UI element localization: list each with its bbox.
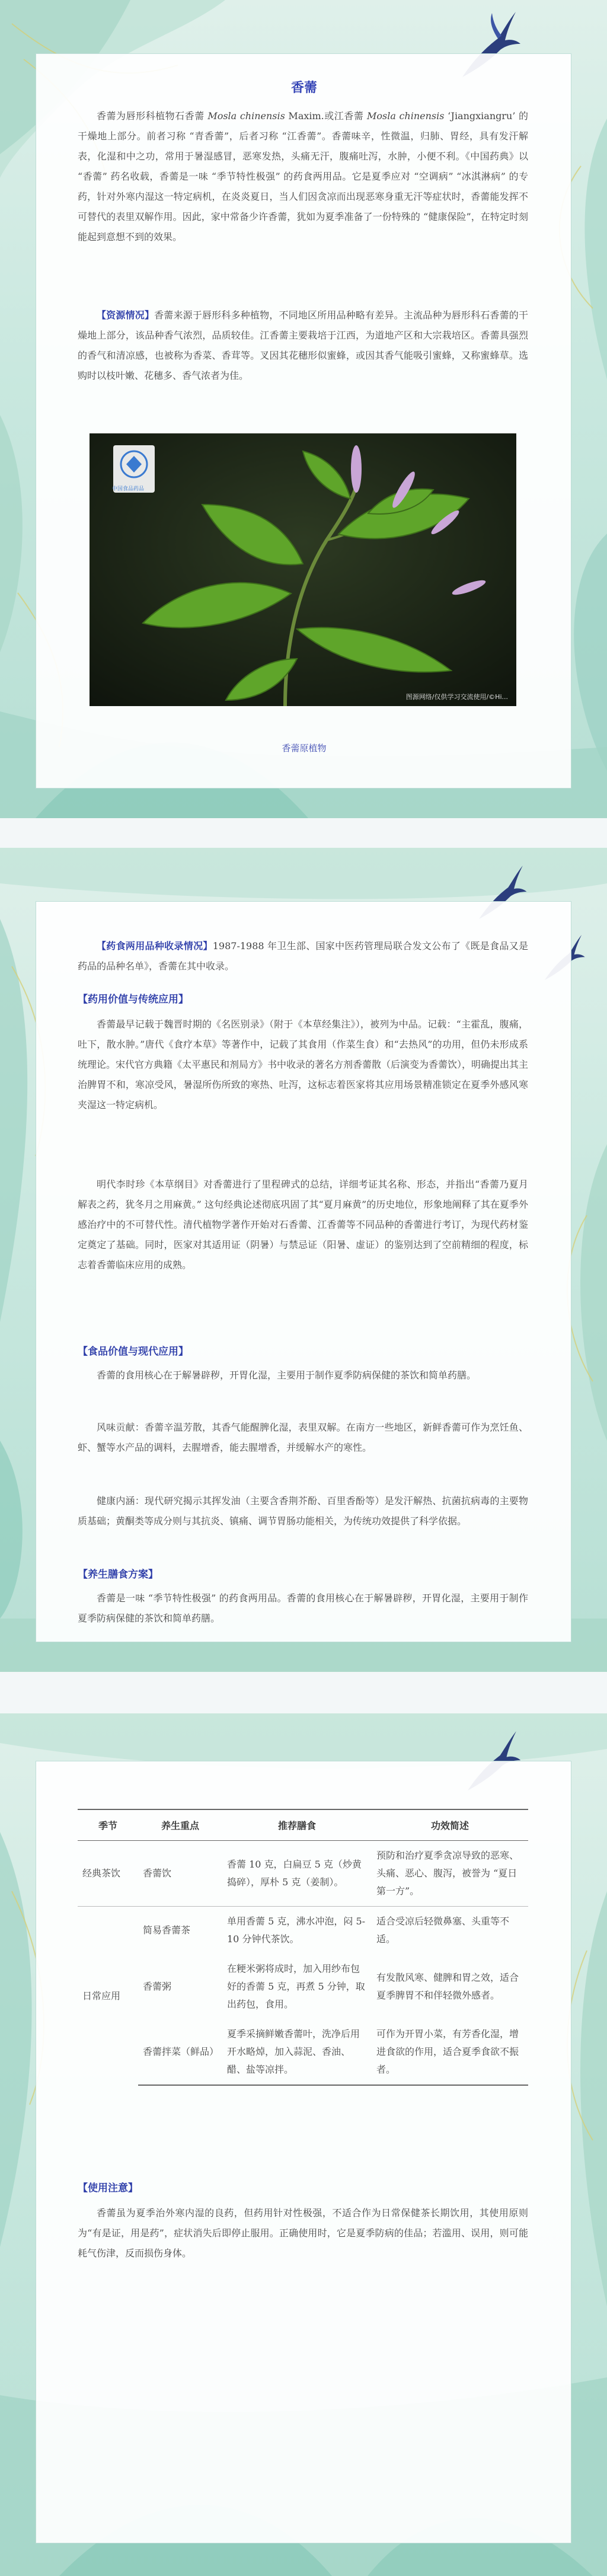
photo-credit: 图源网络/仅供学习交流使用/©Hi...	[405, 693, 508, 701]
section-heading-plan: 【养生膳食方案】	[78, 1569, 158, 1581]
food-paragraph-2: 风味贡献：香薷辛温芳散，其香气能醒脾化湿，表里双解。在南方一些地区，新鲜香薷可作为烹饪鱼、虾、蟹等水产品的调料，去腥增香，能去腥增香，并缓解水产的寒性。	[78, 1422, 528, 1453]
table-card	[36, 1761, 571, 2543]
table-cell-focus: 简易香薷茶	[143, 1924, 191, 1936]
table-cell-recipe: 夏季采摘鲜嫩香薷叶，洗净后用开水略焯，加入蒜泥、香油、醋、盐等凉拌。	[222, 2019, 372, 2085]
policy-paragraph: 【药食两用品种收录情况】1987-1988 年卫生部、国家中医药管理局联合发文公布了《既是食品又是药品的品种名单》，香薷在其中收录。	[78, 940, 528, 972]
table-cell-effect: 预防和治疗夏季贪凉导致的恶寒、头痛、恶心、腹泻，被誉为 “夏日第一方”。	[372, 1841, 528, 1907]
resource-label: 【资源情况】	[97, 309, 155, 321]
food-paragraph-3: 健康内涵：现代研究揭示其挥发油（主要含香荆芥酚、百里香酚等）是发汗解热、抗菌抗病毒的主要物质基础；黄酮类等成分则与其抗炎、镇痛、调节胃肠功能相关，为传统功效提供了科学依据。	[78, 1495, 528, 1527]
panel-gap	[0, 818, 607, 848]
plan-paragraph: 香薷是一味 “季节特性极强” 的药食两用品。香薷的食用核心在于解暑辟秽，开胃化湿，主要用于制作夏季防病保健的茶饮和简单药膳。	[78, 1592, 528, 1624]
table-header: 季节	[78, 1809, 138, 1841]
plant-photo	[90, 433, 516, 706]
intro-card	[36, 53, 571, 789]
table-row	[78, 2019, 528, 2085]
panel-diet-table	[0, 1713, 607, 2576]
panel-applications	[0, 848, 607, 1672]
food-paragraph-1: 香薷的食用核心在于解暑辟秽，开胃化湿，主要用于制作夏季防病保健的茶饮和简单药膳。	[97, 1370, 477, 1381]
heritage-paragraph-1: 香薷最早记载于魏晋时期的《名医别录》（附于《本草经集注》），被列为中品。记载：“主霍乱，腹痛，吐下，散水肿。”唐代《食疗本草》等著作中，记载了其食用（作菜生食）和“去热风”的功用，但仍未形成系统理论。宋代官方典籍《太平惠民和剂局方》书中收录的著名方剂香薷散（后演变为香薷饮），明确提出其主治脾胃不和，寒凉受风，暑湿所伤所致的寒热、吐泻，这标志着医家将其应用场景精准锁定在夏季外感风寒夹湿这一特定病机。	[78, 1019, 529, 1110]
section-heading-caution: 【使用注意】	[78, 2182, 138, 2194]
table-cell-recipe: 香薷 10 克，白扁豆 5 克（炒黄捣碎），厚朴 5 克（姜制）。	[222, 1841, 372, 1907]
table-header: 功效简述	[372, 1809, 528, 1841]
resource-paragraph: 【资源情况】香薷来源于唇形科多种植物，不同地区所用品种略有差异。主流品种为唇形科石香薷的干燥地上部分，该品种香气浓烈，品质较佳。江香薷主要栽培于江西，为道地产区和大宗栽培区。香薷具强烈的香气和清凉感，也被称为香菜、香茸等。叉因其花穗形似蜜蜂，或因其香气能吸引蜜蜂，又称蜜蜂草。选购时以枝叶嫩、花穗多、香气浓者为佳。	[78, 309, 528, 381]
photo-watermark: 中国食品药品	[112, 486, 145, 492]
table-cell-effect: 可作为开胃小菜，有芳香化湿，增进食欲的作用，适合夏季食欲不振者。	[372, 2019, 528, 2085]
table-cell-season: 经典茶饮	[78, 1841, 138, 1907]
table-row	[78, 1841, 528, 1907]
table-header: 推荐膳食	[222, 1809, 372, 1841]
section-heading-food: 【食品价值与现代应用】	[78, 1346, 189, 1358]
table-cell-focus: 香薷饮	[138, 1841, 222, 1907]
table-cell-effect: 适合受凉后轻微鼻塞、头重等不适。	[376, 1916, 510, 1945]
photo-caption: 香薷原植物	[282, 743, 327, 754]
intro-paragraph: 香薷为唇形科植物石香薷 Mosla chinensis Maxim.或江香薷 Mosla chinensis ‘Jiangxiangru’ 的干燥地上部分。前者习称 “青香薷”，后者习称 “江香薷”。香薷味辛，性微温，归肺、胃经，具有发汗解表，化湿和中之功，常用于暑湿感冒，恶寒发热，头痛无汗，腹痛吐泻，水肿，小便不利。《中国药典》以 “香薷” 药名收载，香薷是一味 “季节特性极强” 的药食两用品。它是夏季应对 “空调病” “冰淇淋病” 的专药，针对外寒内湿这一特定病机，在炎炎夏日，当人们因贪凉而出现恶寒身重无汗等症状时，香薷能发挥不可替代的表里双解作用。因此，家中常备少许香薷，犹如为夏季准备了一份特殊的 “健康保险”，在特定时刻能起到意想不到的效果。	[78, 110, 529, 242]
diet-table	[78, 1809, 528, 2086]
section-heading-heritage: 【药用价值与传统应用】	[78, 994, 189, 1005]
table-cell-focus: 香薷拌菜（鲜品）	[138, 2019, 222, 2085]
panel-introduction	[0, 0, 607, 818]
table-row	[78, 1907, 528, 1955]
mosla-plant-image	[90, 433, 516, 706]
applications-card	[36, 901, 571, 1642]
heritage-paragraph-2: 明代李时珍《本草纲目》对香薷进行了里程碑式的总结，详细考证其名称、形态，并指出“香薷乃夏月解表之药，犹冬月之用麻黄。” 这句经典论述彻底巩固了其“夏月麻黄”的历史地位，形象地阐释了其在夏季外感治疗中的不可替代性。清代植物学著作开始对石香薷、江香薷等不同品种的香薷进行考订，为现代药材鉴定奠定了基础。同时，医家对其适用证（阴暑）与禁忌证（阳暑、虚证）的鉴别达到了空前精细的程度，标志着香薷临床应用的成熟。	[78, 1179, 528, 1271]
page-title: 香薷	[290, 80, 317, 95]
table-cell-effect: 有发散风寒、健脾和胃之效，适合夏季脾胃不和伴轻微外感者。	[376, 1972, 519, 2001]
table-cell-recipe: 在粳米粥将成时，加入用纱布包好的香薷 5 克，再煮 5 分钟，取出药包，食用。	[227, 1963, 365, 2010]
table-cell-recipe: 单用香薷 5 克，沸水冲泡，闷 5-10 分钟代茶饮。	[227, 1916, 366, 1945]
table-row	[78, 1954, 528, 2019]
table-header: 养生重点	[138, 1809, 222, 1841]
policy-label: 【药食两用品种收录情况】	[97, 940, 213, 952]
caution-paragraph: 香薷虽为夏季治外寒内湿的良药，但药用针对性极强，不适合作为日常保健茶长期饮用，其使用原则为“有是证，用是药”，症状消失后即停止服用。正确使用时，它是夏季防病的佳品；若滥用、误用，则可能耗气伤津，反而损伤身体。	[78, 2207, 528, 2259]
table-cell-focus: 香薷粥	[143, 1981, 172, 1992]
table-cell-season: 日常应用	[82, 1990, 121, 2002]
panel-gap	[0, 1672, 607, 1713]
